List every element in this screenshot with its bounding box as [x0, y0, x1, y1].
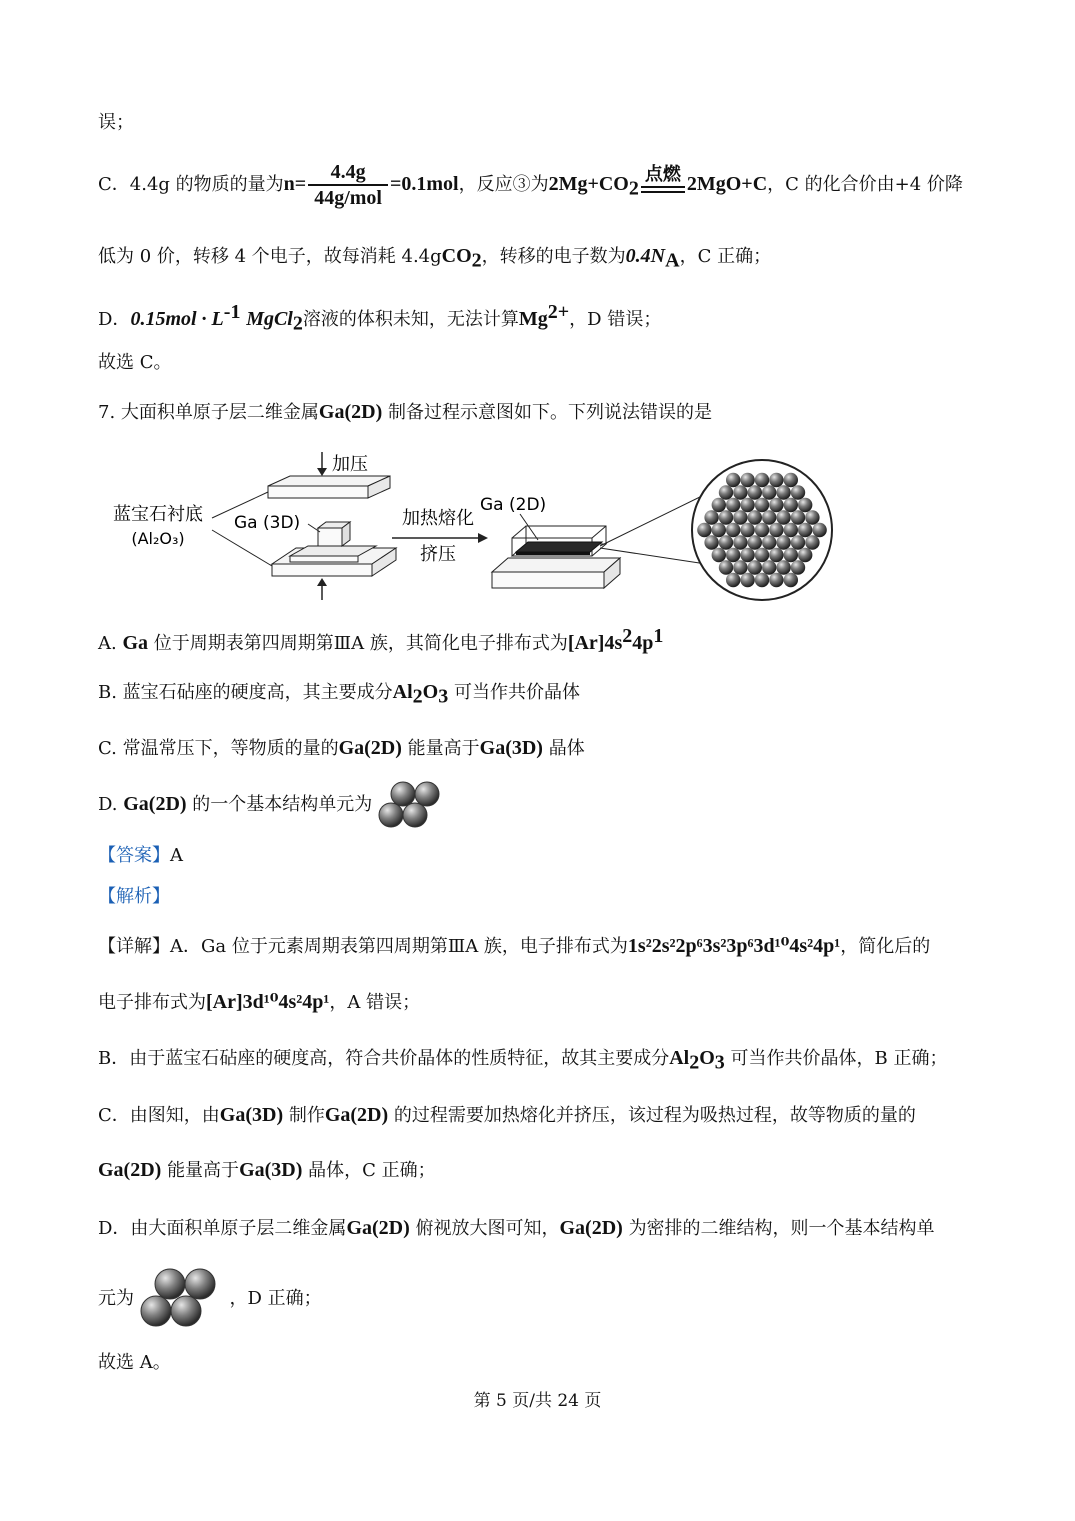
page-footer: 第 5 页/共 24 页: [473, 1391, 602, 1411]
atom: [733, 485, 747, 499]
text: 故选 A。: [98, 1352, 171, 1373]
subscript: 3: [714, 1051, 725, 1074]
answer-line: [98, 845, 183, 867]
option-b: [98, 680, 580, 709]
atom: [769, 548, 783, 562]
atom: [776, 510, 790, 524]
text: 电子排布式为: [98, 992, 206, 1013]
atom: [798, 498, 812, 512]
atom: [805, 535, 819, 549]
atom: [755, 548, 769, 562]
atom: [748, 510, 762, 524]
subscript: A: [665, 249, 680, 272]
ga3d-label: Ga (3D): [234, 513, 301, 533]
formula: Ga(2D): [559, 1217, 623, 1239]
atom: [755, 523, 769, 537]
atom: [719, 560, 733, 574]
atom: [776, 535, 790, 549]
analysis-heading: [98, 886, 170, 908]
formula: Ga(3D): [239, 1159, 303, 1181]
atom: [798, 523, 812, 537]
text: ，A 错误；: [329, 992, 421, 1013]
formula: [Ar]4s: [567, 632, 623, 654]
text: C. 常温常压下，等物质的量的: [98, 738, 339, 759]
text: D．: [98, 309, 131, 330]
subscript: 2: [292, 312, 303, 335]
structural-unit-icon: [378, 780, 448, 830]
atom: [712, 498, 726, 512]
atom: [769, 573, 783, 587]
formula: Ga(2D): [338, 737, 402, 759]
option-d: [98, 780, 448, 830]
condition-label: 点燃: [644, 163, 681, 185]
atom: [762, 535, 776, 549]
detail-a: [98, 934, 930, 958]
atom: [755, 473, 769, 487]
text: C．由图知，由: [98, 1105, 220, 1126]
atom: [762, 510, 776, 524]
text: 能量高于: [407, 738, 480, 759]
text-line: [98, 244, 771, 273]
atom: [748, 535, 762, 549]
text: 为密排的二维结构，则一个基本结构单: [628, 1218, 935, 1239]
atom: [726, 498, 740, 512]
option-a: [98, 624, 663, 655]
formula: CO: [441, 245, 472, 267]
text-line: [98, 1352, 171, 1374]
formula: Ga(2D): [324, 1104, 389, 1126]
text: 晶体，C 正确；: [308, 1160, 436, 1181]
text-line: [98, 1158, 436, 1182]
subscript: 2: [628, 177, 639, 200]
atom: [791, 535, 805, 549]
text: ，C 的化合价由+4 价降: [767, 174, 963, 195]
atom: [733, 560, 747, 574]
formula: Ga(2D): [123, 793, 187, 815]
formula: 0.15mol · L: [130, 308, 224, 330]
detail-b: [98, 1046, 947, 1075]
atom: [755, 498, 769, 512]
text: ，C 正确；: [679, 246, 772, 267]
atom: [784, 473, 798, 487]
option-d-explanation: [98, 300, 661, 336]
text: 可当作共价晶体，B 正确；: [730, 1048, 948, 1069]
formula: Ga(2D): [98, 1159, 162, 1181]
atom: [733, 535, 747, 549]
formula: 4p: [632, 632, 654, 654]
formula: O: [422, 681, 439, 703]
atom: [769, 523, 783, 537]
text-line: [98, 1268, 322, 1330]
text: A．Ga 位于元素周期表第四周期第ⅢA 族，电子排布式为: [170, 936, 628, 957]
text: 低为 0 价，转移 4 个电子，故每消耗 4.4g: [98, 246, 442, 267]
atom: [805, 510, 819, 524]
text: B．由于蓝宝石砧座的硬度高，符合共价晶体的性质特征，故其主要成分: [98, 1048, 670, 1069]
subscript: 2: [412, 685, 423, 708]
formula: =0.1mol: [389, 173, 459, 195]
atom: [704, 510, 718, 524]
process-label-heat: 加热熔化: [402, 508, 474, 529]
atom: [726, 573, 740, 587]
atom: [719, 510, 733, 524]
atom: [726, 473, 740, 487]
structural-unit-icon-large: [140, 1268, 224, 1330]
formula: Al: [669, 1047, 690, 1069]
text: ，反应③为: [458, 174, 549, 195]
text: C．4.4g 的物质的量为: [98, 174, 284, 195]
atom: [748, 560, 762, 574]
process-label-squeeze: 挤压: [420, 544, 456, 565]
text: 7. 大面积单原子层二维金属: [98, 402, 319, 423]
atom: [762, 485, 776, 499]
text: ，D 正确；: [229, 1288, 322, 1309]
atom: [740, 473, 754, 487]
formula: n=: [283, 173, 307, 195]
text: ，简化后的: [840, 936, 931, 957]
text: ，转移的电子数为: [481, 246, 626, 267]
text: 的过程需要加热熔化并挤压，该过程为吸热过程，故等物质的量的: [393, 1105, 916, 1126]
atom: [791, 510, 805, 524]
text: 误；: [98, 112, 134, 133]
atom: [748, 485, 762, 499]
formula: Ga(3D): [479, 737, 543, 759]
formula: Ga(3D): [219, 1104, 284, 1126]
ga2d-label: Ga (2D): [480, 495, 547, 515]
text: B. 蓝宝石砧座的硬度高，其主要成分: [98, 682, 393, 703]
text: 能量高于: [167, 1160, 240, 1181]
formula: [Ar]3d¹⁰4s²4p¹: [206, 991, 330, 1013]
formula: Ga(2D): [346, 1217, 410, 1239]
text: D.: [98, 794, 124, 815]
formula: 0.4N: [625, 245, 666, 267]
fraction: [308, 160, 388, 210]
formula: MgCl: [246, 308, 293, 330]
atom: [776, 560, 790, 574]
atom: [784, 548, 798, 562]
superscript: 2+: [547, 301, 570, 323]
atom: [719, 535, 733, 549]
text: A.: [98, 633, 123, 654]
atom: [733, 510, 747, 524]
atom: [712, 548, 726, 562]
atom: [762, 560, 776, 574]
atom: [726, 523, 740, 537]
fraction-denominator: 44g/mol: [314, 187, 382, 209]
press-label: 加压: [332, 454, 368, 475]
analysis-label: 【解析】: [98, 886, 170, 907]
substrate-label: 蓝宝石衬底: [113, 504, 203, 525]
formula: 2MgO+C: [686, 173, 768, 195]
text: 制备过程示意图如下。下列说法错误的是: [387, 402, 712, 423]
subscript: 2: [689, 1051, 700, 1074]
text: 可当作共价晶体: [453, 682, 580, 703]
fraction-numerator: 4.4g: [308, 160, 388, 186]
text: 位于周期表第四周期第ⅢA 族，其简化电子排布式为: [153, 633, 568, 654]
formula: 1s²2s²2p⁶3s²3p⁶3d¹⁰4s²4p¹: [627, 935, 841, 957]
subscript: 2: [471, 249, 482, 272]
atom: [740, 548, 754, 562]
preparation-diagram: [100, 448, 840, 608]
option-c-explanation: [98, 160, 963, 210]
detail-c: [98, 1103, 916, 1127]
superscript: -1: [223, 301, 241, 323]
formula: Ga: [122, 632, 149, 654]
text: 俯视放大图可知，: [415, 1218, 560, 1239]
detail-d: [98, 1216, 935, 1240]
atom: [712, 523, 726, 537]
atom: [755, 573, 769, 587]
text: 的一个基本结构单元为: [192, 794, 373, 815]
text: D．由大面积单原子层二维金属: [98, 1218, 347, 1239]
text: 制作: [288, 1105, 325, 1126]
formula: Al: [392, 681, 413, 703]
text-line: [98, 352, 172, 374]
reaction-condition: [641, 163, 685, 193]
substrate-formula-label: (Al₂O₃): [131, 529, 185, 548]
atom: [740, 498, 754, 512]
subscript: 3: [438, 685, 449, 708]
atom: [784, 523, 798, 537]
superscript: 2: [622, 625, 633, 647]
atom: [791, 560, 805, 574]
atom: [784, 573, 798, 587]
text-line: [98, 990, 420, 1014]
text: 晶体: [548, 738, 585, 759]
formula: O: [699, 1047, 715, 1069]
equals-bar: [641, 186, 685, 193]
detail-label: 【详解】: [98, 936, 170, 957]
atom: [704, 535, 718, 549]
answer-label: 【答案】: [98, 845, 170, 866]
formula: Mg: [518, 308, 548, 330]
text-line: [98, 112, 134, 134]
atom: [812, 523, 826, 537]
option-c: [98, 736, 585, 760]
atom: [769, 473, 783, 487]
atom: [776, 485, 790, 499]
text: ，D 错误；: [569, 309, 662, 330]
atom: [791, 485, 805, 499]
answer-value: A: [170, 845, 183, 866]
atom: [784, 498, 798, 512]
atom: [740, 573, 754, 587]
formula: 2Mg+CO: [548, 173, 629, 195]
formula: Ga(2D): [318, 401, 383, 423]
atom: [740, 523, 754, 537]
text: 溶液的体积未知，无法计算: [302, 309, 519, 330]
atom: [697, 523, 711, 537]
superscript: 1: [653, 625, 664, 647]
text: 元为: [98, 1288, 134, 1309]
text: 故选 C。: [98, 352, 172, 373]
atom: [798, 548, 812, 562]
question-7-stem: [98, 400, 712, 424]
atom: [719, 485, 733, 499]
atom: [769, 498, 783, 512]
atom: [726, 548, 740, 562]
